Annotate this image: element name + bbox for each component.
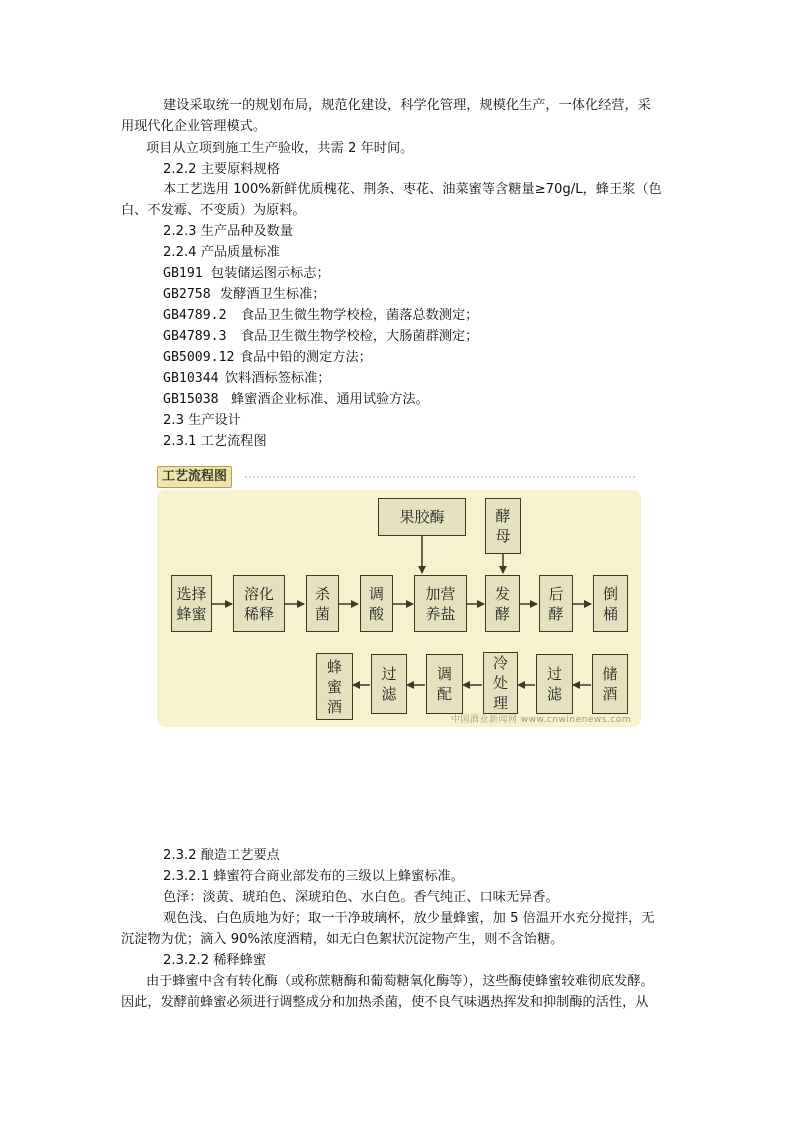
- standard-code: GB5009.12: [163, 350, 235, 365]
- section-heading: 2.2.2 主要原料规格: [163, 162, 280, 177]
- step-box-cold-treat: 冷 处 理: [483, 652, 518, 714]
- step-box-store-wine: 储 酒: [592, 654, 628, 714]
- paragraph-line: 建设采取统一的规划布局，规范化建设，科学化管理，规模化生产，一体化经营，采: [163, 98, 651, 113]
- standard-item: [163, 348, 372, 368]
- watermark: 中国酒业新闻网 www.cnwinenews.com: [450, 715, 631, 725]
- paragraph-line: 本工艺选用 100%新鲜优质槐花、荆条、枣花、油菜蜜等含糖量≥70g/L，蜂王浆（色: [163, 182, 662, 197]
- paragraph-line: 由于蜂蜜中含有转化酶（或称蔗糖酶和葡萄糖氧化酶等），这些酶使蜂蜜较难彻底发酵。: [146, 974, 654, 989]
- standard-desc: 食品卫生微生物学校检，菌落总数测定；: [241, 308, 479, 323]
- step-box-post-ferment: 后 酵: [539, 575, 573, 632]
- standard-desc: 食品中铅的测定方法；: [240, 350, 372, 365]
- standard-desc: 蜂蜜酒企业标准、通用试验方法。: [231, 392, 429, 407]
- standard-desc: 发酵酒卫生标准；: [220, 287, 326, 302]
- standard-code: GB15038: [163, 392, 219, 407]
- standard-item: [163, 306, 478, 326]
- step-box-rack: 倒 桶: [593, 575, 628, 632]
- step-box-dissolve-dilute: 溶化 稀释: [233, 575, 285, 632]
- section-heading: 2.2.3 生产品种及数量: [163, 224, 294, 239]
- paragraph-line: 用现代化企业管理模式。: [121, 119, 267, 134]
- additive-box-pectinase: 果胶酶: [378, 498, 466, 536]
- standard-desc: 饮料酒标签标准；: [225, 371, 331, 386]
- section-heading: 2.3.2.2 稀释蜂蜜: [163, 953, 267, 968]
- process-flow-diagram: [157, 466, 641, 728]
- paragraph-line: 项目从立项到施工生产验收，共需 2 年时间。: [146, 141, 414, 156]
- section-heading: 2.3 生产设计: [163, 413, 241, 428]
- step-box-add-nutrient-salt: 加营 养盐: [414, 575, 467, 632]
- paragraph-line: 色泽：淡黄、琥珀色、深琥珀色、水白色。香气纯正、口味无异香。: [163, 890, 559, 905]
- step-box-select-honey: 选择 蜂蜜: [171, 575, 212, 632]
- standard-code: GB10344: [163, 371, 219, 386]
- standard-item: [163, 285, 326, 305]
- step-box-blend: 调 配: [426, 654, 463, 714]
- section-heading: 2.2.4 产品质量标准: [163, 245, 280, 260]
- paragraph-line: 观色浅、白色质地为好；取一干净玻璃杯，放少量蜂蜜，加 5 倍温开水充分搅拌，无: [163, 911, 655, 926]
- standard-code: GB4789.3: [163, 329, 227, 344]
- step-box-filter-first: 过 滤: [536, 654, 573, 714]
- section-heading: 2.3.2.1 蜂蜜符合商业部发布的三级以上蜂蜜标准。: [163, 869, 464, 884]
- standard-item: [163, 327, 478, 347]
- diagram-title: 工艺流程图: [157, 466, 232, 488]
- section-heading: 2.3.1 工艺流程图: [163, 434, 267, 449]
- step-box-filter-final: 过 滤: [371, 654, 407, 714]
- paragraph-line: 因此，发酵前蜂蜜必须进行调整成分和加热杀菌，使不良气味遇热挥发和抑制酶的活性，从: [121, 995, 649, 1010]
- standard-desc: 包装储运图示标志；: [211, 266, 330, 281]
- standard-item: [163, 264, 330, 284]
- step-box-ferment: 发 酵: [485, 575, 520, 632]
- step-box-honey-wine: 蜂 蜜 酒: [316, 653, 353, 720]
- standard-code: GB2758: [163, 287, 211, 302]
- step-box-sterilize: 杀 菌: [306, 575, 339, 632]
- standard-item: [163, 369, 331, 389]
- paragraph-line: 白、不发霉、不变质）为原料。: [121, 203, 306, 218]
- step-box-adjust-acid: 调 酸: [360, 575, 393, 632]
- section-heading: 2.3.2 酿造工艺要点: [163, 848, 280, 863]
- standard-desc: 食品卫生微生物学校检，大肠菌群测定；: [241, 329, 479, 344]
- standard-code: GB191: [163, 266, 203, 281]
- standard-code: GB4789.2: [163, 308, 227, 323]
- paragraph-line: 沉淀物为优；滴入 90%浓度酒精，如无白色絮状沉淀物产生，则不含饴糖。: [121, 932, 564, 947]
- standard-item: [163, 390, 429, 410]
- additive-box-yeast: 酵 母: [485, 498, 521, 554]
